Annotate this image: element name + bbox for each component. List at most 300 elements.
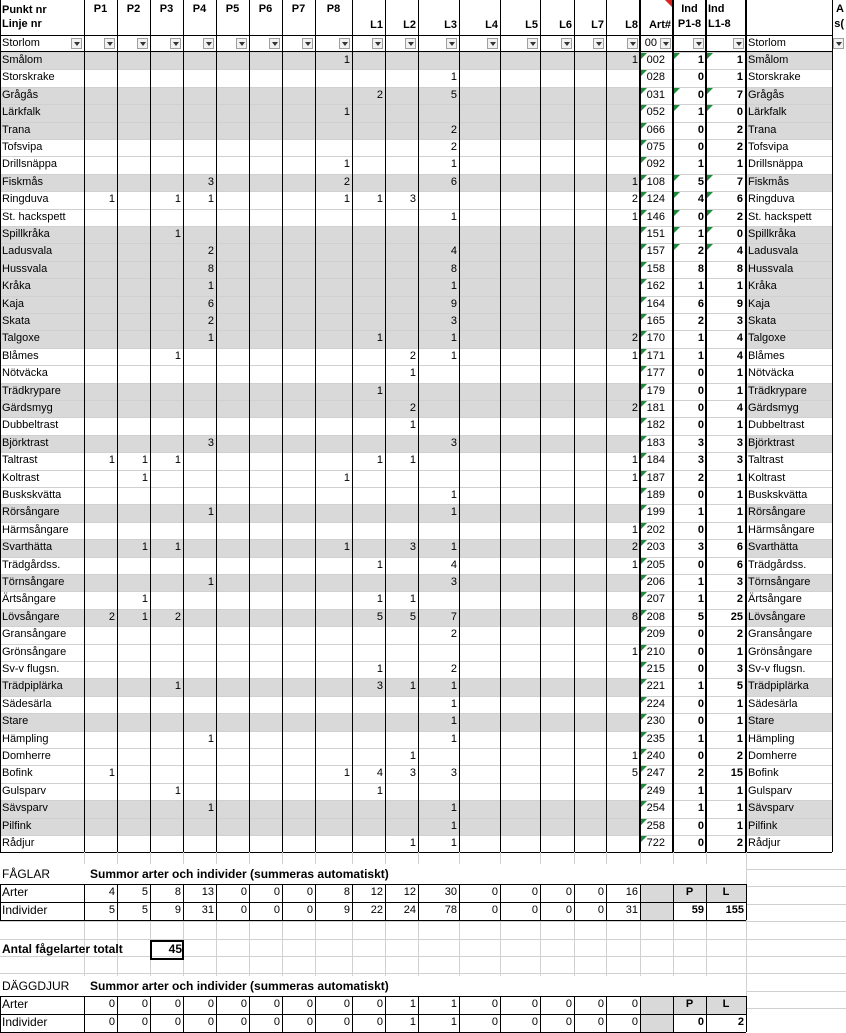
l-count[interactable] [459, 87, 500, 104]
p-count[interactable] [249, 104, 282, 121]
l-count[interactable]: 1 [631, 54, 638, 66]
l-count[interactable] [606, 487, 640, 504]
art-number[interactable]: 247 [646, 767, 665, 780]
l-count[interactable] [459, 69, 500, 86]
l-count[interactable] [385, 313, 418, 330]
p-count[interactable] [216, 417, 249, 434]
l-count[interactable] [352, 296, 385, 313]
l-count[interactable] [352, 400, 385, 417]
species-name[interactable]: Rörsångare [2, 506, 60, 519]
l-count[interactable] [500, 87, 540, 104]
l-count[interactable] [352, 522, 385, 539]
p-count[interactable] [150, 52, 183, 69]
l-count[interactable] [606, 835, 640, 852]
l-count[interactable] [385, 504, 418, 521]
ind-l-total[interactable]: 7 [736, 88, 743, 101]
l-count[interactable] [540, 243, 574, 260]
l-count[interactable] [418, 191, 459, 208]
p-count[interactable] [183, 661, 216, 678]
l-count[interactable] [459, 748, 500, 765]
l-count[interactable]: 9 [450, 297, 457, 310]
l-count[interactable] [606, 313, 640, 330]
p-count[interactable] [249, 417, 282, 434]
daggdjur-arter-label[interactable]: Arter [2, 997, 29, 1011]
faglar-arter-l[interactable]: 0 [531, 886, 538, 898]
l-count[interactable] [352, 313, 385, 330]
p-count[interactable] [216, 87, 249, 104]
l-count[interactable] [385, 383, 418, 400]
faglar-l-total[interactable]: 155 [725, 904, 744, 916]
p-count[interactable] [282, 69, 315, 86]
l-count[interactable]: 3 [450, 576, 457, 588]
filter-dropdown-button[interactable] [203, 38, 214, 49]
p-count[interactable] [84, 574, 117, 591]
l-count[interactable] [574, 835, 606, 852]
l-count[interactable]: 1 [450, 158, 457, 171]
l-count[interactable] [500, 731, 540, 748]
p-count[interactable] [282, 713, 315, 730]
art-number[interactable]: 221 [646, 680, 665, 693]
p-count[interactable] [282, 209, 315, 226]
l-count[interactable] [459, 487, 500, 504]
species-name[interactable]: Trana [2, 123, 31, 136]
p-count[interactable]: 1 [343, 158, 350, 171]
p-count[interactable] [249, 313, 282, 330]
species-name[interactable]: Hämpling [2, 732, 49, 745]
p-count[interactable]: 1 [141, 593, 148, 606]
l-count[interactable] [500, 278, 540, 295]
header-l7[interactable]: L7 [591, 19, 604, 31]
l-count[interactable] [574, 226, 606, 243]
p-count[interactable] [282, 139, 315, 156]
p-count[interactable] [315, 696, 352, 713]
p-count[interactable] [216, 296, 249, 313]
p-count[interactable] [249, 330, 282, 347]
p-count[interactable]: 1 [207, 802, 214, 815]
ind-l-total[interactable]: 1 [736, 645, 743, 658]
filter-art[interactable]: 00 [644, 37, 657, 49]
l-count[interactable] [385, 226, 418, 243]
p-count[interactable] [117, 400, 150, 417]
species-name[interactable]: Ärtsångare [2, 593, 56, 606]
p-count[interactable] [315, 209, 352, 226]
l-count[interactable]: 1 [376, 384, 383, 397]
l-count[interactable] [606, 87, 640, 104]
l-count[interactable]: 1 [450, 349, 457, 362]
ind-p-total[interactable]: 6 [697, 297, 704, 310]
l-count[interactable] [574, 696, 606, 713]
p-count[interactable] [216, 574, 249, 591]
species-name-right[interactable]: Nötväcka [748, 367, 794, 380]
p-count[interactable] [249, 156, 282, 173]
p-count[interactable] [117, 69, 150, 86]
art-number[interactable]: 189 [646, 489, 665, 501]
ind-l-total[interactable]: 4 [736, 349, 743, 362]
l-count[interactable] [418, 783, 459, 800]
p-count[interactable] [216, 383, 249, 400]
p-count[interactable] [282, 174, 315, 191]
species-name-right[interactable]: Rådjur [748, 837, 781, 849]
l-count[interactable]: 1 [631, 175, 638, 188]
l-count[interactable] [385, 278, 418, 295]
p-count[interactable] [249, 574, 282, 591]
faglar-arter-p[interactable]: 0 [240, 886, 247, 898]
p-count[interactable]: 1 [141, 454, 148, 467]
faglar-arter-l[interactable]: 0 [597, 886, 604, 898]
l-count[interactable]: 1 [450, 210, 457, 223]
species-name[interactable]: Ladusvala [2, 245, 53, 258]
l-count[interactable] [574, 348, 606, 365]
p-count[interactable] [183, 713, 216, 730]
p-count[interactable] [216, 52, 249, 69]
l-count[interactable] [574, 278, 606, 295]
ind-p-total[interactable]: 1 [697, 228, 704, 240]
header-l5[interactable]: L5 [525, 19, 538, 31]
faglar-ind-p[interactable]: 9 [174, 904, 181, 916]
l-count[interactable] [606, 731, 640, 748]
p-count[interactable]: 1 [207, 576, 214, 588]
p-count[interactable] [150, 522, 183, 539]
species-name[interactable]: Grönsångare [2, 645, 67, 658]
l-count[interactable]: 3 [409, 541, 416, 554]
l-count[interactable] [418, 365, 459, 382]
p-count[interactable] [315, 226, 352, 243]
ind-p-total[interactable]: 0 [697, 123, 704, 136]
p-count[interactable] [84, 243, 117, 260]
ind-p-total[interactable]: 4 [697, 193, 704, 206]
l-count[interactable]: 1 [450, 332, 457, 345]
art-number[interactable]: 177 [646, 367, 665, 380]
p-count[interactable]: 1 [108, 454, 115, 467]
p-count[interactable] [150, 696, 183, 713]
ind-p-total[interactable]: 1 [697, 332, 704, 345]
p-count[interactable] [282, 783, 315, 800]
p-count[interactable] [282, 87, 315, 104]
p-count[interactable] [150, 313, 183, 330]
species-name-right[interactable]: Ladusvala [748, 245, 799, 258]
p-count[interactable] [117, 487, 150, 504]
l-count[interactable] [540, 644, 574, 661]
l-count[interactable]: 1 [450, 541, 457, 554]
l-count[interactable] [500, 713, 540, 730]
p-count[interactable] [315, 348, 352, 365]
p-count[interactable] [216, 261, 249, 278]
p-count[interactable] [216, 400, 249, 417]
l-count[interactable] [500, 104, 540, 121]
l-count[interactable] [385, 261, 418, 278]
l-count[interactable] [418, 417, 459, 434]
p-count[interactable] [117, 731, 150, 748]
p-count[interactable] [84, 296, 117, 313]
p-count[interactable] [282, 644, 315, 661]
p-count[interactable] [249, 748, 282, 765]
ind-l-total[interactable]: 0 [736, 228, 743, 240]
daggdjur-ind-l[interactable]: 1 [409, 1016, 416, 1028]
p-count[interactable] [150, 713, 183, 730]
species-name[interactable]: Pilfink [2, 819, 32, 832]
species-name[interactable]: Trädpiplärka [2, 680, 63, 693]
l-count[interactable] [500, 435, 540, 452]
p-count[interactable] [216, 557, 249, 574]
l-count[interactable] [540, 313, 574, 330]
p-count[interactable]: 3 [207, 436, 214, 449]
l-count[interactable] [574, 644, 606, 661]
p-count[interactable] [249, 765, 282, 782]
p-count[interactable] [150, 644, 183, 661]
p-count[interactable] [282, 191, 315, 208]
p-count[interactable] [117, 713, 150, 730]
l-count[interactable] [385, 557, 418, 574]
l-count[interactable] [352, 835, 385, 852]
p-count[interactable] [183, 52, 216, 69]
p-count[interactable] [282, 800, 315, 817]
l-count[interactable] [459, 800, 500, 817]
p-count[interactable] [150, 417, 183, 434]
p-count[interactable] [117, 104, 150, 121]
species-name[interactable]: Kråka [2, 280, 31, 293]
p-count[interactable] [84, 209, 117, 226]
l-count[interactable] [574, 504, 606, 521]
filter-dropdown-button[interactable] [660, 38, 671, 49]
p-count[interactable] [282, 504, 315, 521]
p-count[interactable] [282, 487, 315, 504]
l-count[interactable] [500, 365, 540, 382]
filter-dropdown-button[interactable] [693, 38, 704, 49]
ind-p-total[interactable]: 3 [697, 454, 704, 467]
l-count[interactable] [500, 609, 540, 626]
p-count[interactable] [183, 557, 216, 574]
l-count[interactable] [459, 661, 500, 678]
p-count[interactable] [117, 800, 150, 817]
l-count[interactable] [500, 296, 540, 313]
l-count[interactable] [385, 783, 418, 800]
l-count[interactable] [385, 661, 418, 678]
l-count[interactable] [540, 557, 574, 574]
p-count[interactable] [216, 313, 249, 330]
p-count[interactable]: 1 [174, 349, 181, 362]
filter-dropdown-button[interactable] [104, 38, 115, 49]
p-count[interactable] [84, 122, 117, 139]
daggdjur-ind-l[interactable]: 0 [631, 1016, 638, 1028]
species-name-right[interactable]: Rörsångare [748, 506, 806, 519]
header-p5[interactable]: P5 [225, 3, 240, 15]
l-count[interactable] [574, 818, 606, 835]
daggdjur-arter-p[interactable]: 0 [174, 998, 181, 1010]
p-count[interactable] [249, 174, 282, 191]
l-count[interactable] [606, 713, 640, 730]
p-count[interactable] [249, 226, 282, 243]
daggdjur-ind-p[interactable]: 0 [240, 1016, 247, 1028]
daggdjur-ind-p[interactable]: 0 [207, 1016, 214, 1028]
total-species-label[interactable]: Antal fågelarter totalt [2, 942, 123, 956]
faglar-arter-p[interactable]: 5 [141, 886, 148, 898]
p-count[interactable] [84, 400, 117, 417]
p-count[interactable]: 1 [207, 732, 214, 745]
l-count[interactable] [574, 365, 606, 382]
p-count[interactable]: 1 [207, 280, 214, 293]
p-count[interactable]: 1 [141, 610, 148, 623]
p-count[interactable] [315, 313, 352, 330]
art-number[interactable]: 092 [646, 158, 665, 171]
l-count[interactable]: 1 [376, 593, 383, 606]
l-count[interactable] [606, 696, 640, 713]
ind-l-total[interactable]: 2 [736, 837, 743, 849]
p-count[interactable] [282, 243, 315, 260]
l-count[interactable] [352, 243, 385, 260]
l-count[interactable] [574, 52, 606, 69]
ind-p-total[interactable]: 0 [697, 489, 704, 501]
l-count[interactable] [500, 678, 540, 695]
l-count[interactable]: 4 [376, 767, 383, 780]
p-count[interactable] [216, 713, 249, 730]
l-count[interactable] [500, 400, 540, 417]
l-count[interactable] [352, 713, 385, 730]
art-number[interactable]: 028 [646, 71, 665, 84]
p-count[interactable] [117, 330, 150, 347]
ind-l-total[interactable]: 15 [730, 767, 743, 780]
l-count[interactable] [574, 783, 606, 800]
ind-p-total[interactable]: 1 [697, 784, 704, 797]
l-count[interactable] [352, 365, 385, 382]
l-count[interactable] [459, 156, 500, 173]
p-count[interactable] [315, 122, 352, 139]
art-number[interactable]: 206 [646, 576, 665, 588]
l-count[interactable] [459, 330, 500, 347]
daggdjur-arter-p[interactable]: 0 [240, 998, 247, 1010]
p-count[interactable] [216, 69, 249, 86]
l-count[interactable]: 4 [450, 558, 457, 571]
header-p4[interactable]: P4 [192, 3, 207, 15]
l-count[interactable] [385, 713, 418, 730]
p-count[interactable] [84, 748, 117, 765]
p-count[interactable] [150, 139, 183, 156]
header-p2[interactable]: P2 [126, 3, 141, 15]
l-count[interactable] [606, 678, 640, 695]
l-count[interactable] [540, 417, 574, 434]
species-name[interactable]: Blåmes [2, 349, 39, 362]
l-count[interactable]: 5 [450, 88, 457, 101]
l-count[interactable] [574, 400, 606, 417]
species-name[interactable]: Hussvala [2, 262, 48, 275]
l-count[interactable] [540, 400, 574, 417]
p-count[interactable] [282, 818, 315, 835]
species-name-right[interactable]: Hämpling [748, 732, 795, 745]
faglar-arter-l[interactable]: 30 [444, 886, 457, 898]
species-name-right[interactable]: Gransångare [748, 628, 813, 641]
l-count[interactable] [540, 383, 574, 400]
p-count[interactable] [150, 278, 183, 295]
header-ind-p[interactable]: Ind [681, 3, 698, 15]
p-count[interactable] [315, 365, 352, 382]
l-count[interactable] [385, 122, 418, 139]
filter-dropdown-button[interactable] [446, 38, 457, 49]
art-number[interactable]: 182 [646, 419, 665, 432]
p-count[interactable] [282, 835, 315, 852]
l-count[interactable] [459, 400, 500, 417]
l-count[interactable] [500, 452, 540, 469]
daggdjur-arter-l[interactable]: 0 [565, 998, 572, 1010]
l-count[interactable] [500, 800, 540, 817]
l-count[interactable]: 1 [631, 454, 638, 467]
p-count[interactable] [150, 487, 183, 504]
p-count[interactable] [249, 783, 282, 800]
p-count[interactable] [249, 69, 282, 86]
p-count[interactable] [315, 835, 352, 852]
l-count[interactable] [352, 122, 385, 139]
daggdjur-arter-l[interactable]: 0 [631, 998, 638, 1010]
l-count[interactable]: 2 [450, 663, 457, 675]
p-count[interactable] [183, 522, 216, 539]
p-count[interactable] [282, 522, 315, 539]
species-name[interactable]: Buskskvätta [2, 489, 62, 501]
art-number[interactable]: 184 [646, 454, 665, 467]
l-count[interactable] [606, 626, 640, 643]
p-count[interactable] [84, 713, 117, 730]
ind-l-total[interactable]: 6 [736, 193, 743, 206]
l-count[interactable] [418, 400, 459, 417]
l-count[interactable] [500, 539, 540, 556]
p-count[interactable] [183, 835, 216, 852]
l-count[interactable] [540, 104, 574, 121]
l-count[interactable] [459, 104, 500, 121]
ind-p-total[interactable]: 0 [697, 645, 704, 658]
ind-l-total[interactable]: 6 [736, 541, 743, 554]
l-count[interactable]: 3 [409, 767, 416, 780]
p-count[interactable] [150, 330, 183, 347]
p-count[interactable] [282, 383, 315, 400]
p-count[interactable] [183, 609, 216, 626]
p-count[interactable] [183, 748, 216, 765]
l-count[interactable] [352, 417, 385, 434]
species-name[interactable]: Storskrake [2, 71, 55, 84]
l-count[interactable] [574, 522, 606, 539]
p-count[interactable] [150, 296, 183, 313]
species-name-right[interactable]: Hussvala [748, 262, 794, 275]
p-count[interactable]: 1 [207, 506, 214, 519]
l-count[interactable] [500, 574, 540, 591]
l-count[interactable] [606, 156, 640, 173]
p-count[interactable]: 2 [108, 610, 115, 623]
p-count[interactable] [150, 243, 183, 260]
header-l8[interactable]: L8 [625, 19, 638, 31]
l-count[interactable]: 3 [376, 680, 383, 693]
l-count[interactable]: 3 [450, 436, 457, 449]
l-count[interactable] [459, 835, 500, 852]
p-count[interactable] [249, 470, 282, 487]
p-count[interactable] [249, 435, 282, 452]
l-count[interactable] [574, 713, 606, 730]
l-count[interactable]: 1 [450, 697, 457, 710]
l-count[interactable] [352, 435, 385, 452]
l-count[interactable] [574, 765, 606, 782]
ind-l-total[interactable]: 1 [736, 489, 743, 501]
l-count[interactable]: 2 [376, 88, 383, 101]
daggdjur-arter-l[interactable]: 0 [491, 998, 498, 1010]
l-count[interactable] [574, 191, 606, 208]
l-count[interactable] [418, 383, 459, 400]
l-count[interactable] [500, 243, 540, 260]
p-count[interactable] [249, 261, 282, 278]
art-number[interactable]: 203 [646, 541, 665, 554]
l-count[interactable]: 1 [376, 332, 383, 345]
p-count[interactable] [282, 661, 315, 678]
art-number[interactable]: 209 [646, 628, 665, 641]
l-count[interactable] [385, 52, 418, 69]
l-count[interactable] [574, 156, 606, 173]
header-l4[interactable]: L4 [485, 19, 498, 31]
daggdjur-summary-title[interactable]: Summor arter och individer (summeras automatiskt) [90, 979, 389, 993]
l-count[interactable] [352, 748, 385, 765]
